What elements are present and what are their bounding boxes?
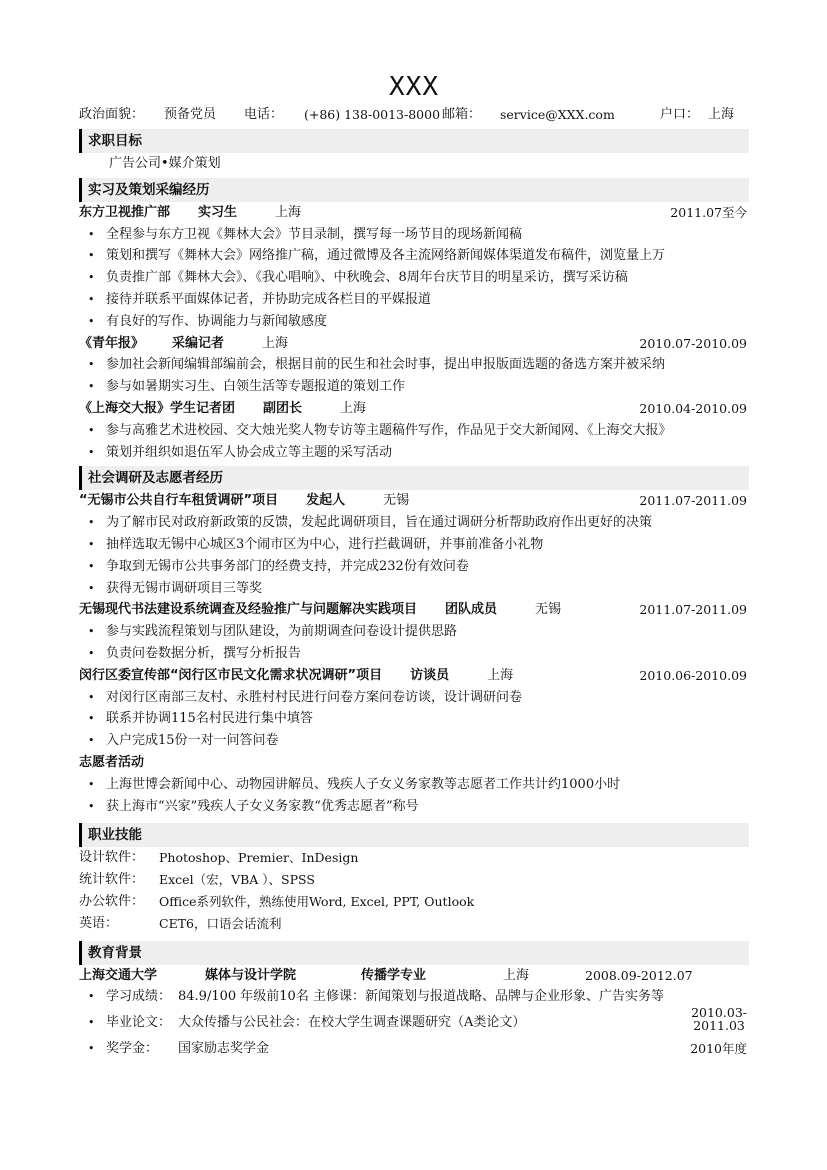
edu-item-label: 奖学金： [106, 1040, 159, 1056]
list-item [79, 621, 749, 643]
bullet-icon: • [88, 516, 95, 530]
politics-value: 预备党员 [164, 107, 217, 122]
bullet-text: 接待并联系平面媒体记者，并协助完成各栏目的平媒报道 [106, 291, 432, 307]
phone-value: (+86) 138-0013-8000 [304, 107, 441, 122]
bullet-icon: • [88, 358, 95, 372]
contact-line [79, 104, 749, 126]
bullet-icon: • [88, 734, 95, 748]
section-objective: 求职目标 [79, 129, 749, 153]
skills-list [79, 847, 749, 934]
entry-header [79, 490, 749, 512]
skill-row [79, 869, 749, 891]
entry-role: 实习生 [198, 204, 238, 220]
bullet-text: 获上海市“兴家”残疾人子女义务家教“优秀志愿者”称号 [106, 798, 419, 814]
entry-city: 上海 [275, 204, 302, 220]
list-item [79, 245, 749, 267]
resume-page [79, 70, 749, 1060]
bullet-icon: • [88, 292, 95, 306]
edu-item-label: 毕业论文： [106, 1015, 172, 1031]
bullet-text: 联系并协调115名村民进行集中填答 [106, 711, 313, 727]
skill-value: Office系列软件，熟练使用Word, Excel, PPT, Outlook [159, 893, 475, 909]
edu-item-value: 84.9/100 年级前10名 主修课：新闻策划与报道战略、品牌与企业形象、广告实务等 [178, 989, 664, 1005]
politics-label: 政治面貌： [79, 107, 145, 122]
education-header [79, 965, 749, 987]
list-item [79, 1038, 749, 1060]
entry-header [79, 202, 749, 224]
bullet-text: 入户完成15份一对一问答问卷 [106, 733, 279, 749]
entry-org: 东方卫视推广部 [79, 204, 171, 220]
edu-major: 传播学专业 [361, 967, 427, 983]
entry-org: “无锡市公共自行车租赁调研”项目 [79, 493, 279, 509]
list-item [79, 267, 749, 289]
edu-item-date: 2010年度 [690, 1040, 747, 1056]
objective-text: 广告公司•媒介策划 [109, 156, 221, 171]
bullet-icon: • [88, 581, 95, 595]
bullet-icon: • [88, 777, 95, 791]
bullet-text: 抽样选取无锡中心城区3个闹市区为中心，进行拦截调研，并事前准备小礼物 [106, 536, 544, 552]
section-social: 社会调研及志愿者经历 [79, 466, 749, 490]
entry-role: 采编记者 [172, 335, 225, 351]
entry-city: 上海 [487, 667, 514, 683]
skill-value: Excel（宏，VBA ）、SPSS [159, 872, 315, 888]
bullet-icon: • [88, 537, 95, 551]
edu-item-value: 国家励志奖学金 [178, 1040, 270, 1056]
bullet-text: 参与高雅艺术进校园、交大烛光奖人物专访等主题稿件写作，作品见于交大新闻网、《上海交大报》 [106, 422, 672, 438]
bullet-icon: • [88, 712, 95, 726]
skill-value: CET6，口语会话流利 [159, 915, 282, 931]
bullet-text: 上海世博会新闻中心、动物园讲解员、残疾人子女义务家教等志愿者工作共计约1000小时 [106, 776, 621, 792]
skill-value: Photoshop、Premier、InDesign [159, 850, 359, 866]
entry-header [79, 333, 749, 355]
education-items [79, 986, 749, 1059]
entry-city: 无锡 [535, 602, 562, 618]
entry-org: 志愿者活动 [79, 754, 145, 770]
skill-label: 统计软件： [79, 872, 145, 888]
edu-item-date-line2: 2011.03 [693, 1018, 745, 1034]
bullet-text: 策划并组织如退伍军人协会成立等主题的采写活动 [106, 444, 393, 460]
bullet-text: 全程参与东方卫视《舞林大会》节目录制，撰写每一场节目的现场新闻稿 [106, 226, 523, 242]
entry-city: 上海 [340, 400, 367, 416]
entry-header [79, 599, 749, 621]
list-item [79, 708, 749, 730]
bullet-icon: • [88, 1016, 95, 1030]
entry-date: 2011.07至今 [670, 204, 747, 220]
candidate-name: XXX [389, 72, 439, 102]
skill-row [79, 891, 749, 913]
edu-item-value: 大众传播与公民社会：在校大学生调查课题研究（A类论文） [178, 1015, 526, 1031]
bullet-icon: • [88, 227, 95, 241]
list-item [79, 796, 749, 818]
bullet-icon: • [88, 646, 95, 660]
hukou-label: 户口： [660, 107, 700, 122]
edu-date: 2008.09-2012.07 [585, 967, 693, 983]
entry-org: 《青年报》 [79, 335, 145, 351]
entry-header [79, 398, 749, 420]
bullet-icon: • [88, 625, 95, 639]
hukou-value: 上海 [708, 107, 735, 122]
entry-org: 无锡现代书法建设系统调查及经验推广与问题解决实践项目 [79, 602, 418, 618]
entry-role: 发起人 [306, 493, 346, 509]
entry-date: 2010.04-2010.09 [639, 400, 747, 416]
bullet-text: 参加社会新闻编辑部编前会，根据目前的民生和社会时事，提出申报版面选题的备选方案并被采纳 [106, 357, 666, 373]
bullet-text: 参与实践流程策划与团队建设，为前期调查问卷设计提供思路 [106, 624, 458, 640]
list-item [79, 311, 749, 333]
entry-header [79, 752, 749, 774]
bullet-text: 负责推广部《舞林大会》、《我心唱响》、中秋晚会、8周年台庆节目的明星采访，撰写采访稿 [106, 270, 628, 286]
skill-row [79, 913, 749, 935]
social-list [79, 490, 749, 817]
bullet-icon: • [88, 559, 95, 573]
bullet-text: 争取到无锡市公共事务部门的经费支持，并完成232份有效问卷 [106, 558, 469, 574]
entry-city: 上海 [262, 335, 289, 351]
list-item [79, 1005, 749, 1034]
entry-header [79, 665, 749, 687]
internship-list [79, 202, 749, 464]
list-item [79, 420, 749, 442]
list-item [79, 354, 749, 376]
bullet-text: 获得无锡市调研项目三等奖 [106, 580, 263, 596]
list-item [79, 534, 749, 556]
skill-label: 办公软件： [79, 893, 145, 909]
bullet-text: 对闵行区南部三友村、永胜村村民进行问卷方案问卷访谈，设计调研问卷 [106, 689, 523, 705]
bullet-icon: • [88, 249, 95, 263]
bullet-icon: • [88, 1041, 95, 1055]
entry-org: 闵行区委宣传部“闵行区市民文化需求状况调研”项目 [79, 667, 383, 683]
list-item [79, 687, 749, 709]
bullet-text: 负责问卷数据分析，撰写分析报告 [106, 645, 302, 661]
list-item [79, 376, 749, 398]
edu-school: 上海交通大学 [79, 967, 158, 983]
email-label: 邮箱： [442, 107, 482, 122]
entry-date: 2011.07-2011.09 [639, 602, 747, 618]
edu-college: 媒体与设计学院 [205, 967, 297, 983]
list-item [79, 578, 749, 600]
bullet-text: 策划和撰写《舞林大会》网络推广稿，通过微博及各主流网络新闻媒体渠道发布稿件，浏览量上万 [106, 248, 666, 264]
list-item [79, 774, 749, 796]
list-item [79, 289, 749, 311]
entry-role: 访谈员 [410, 667, 450, 683]
bullet-icon: • [88, 445, 95, 459]
skill-row [79, 847, 749, 869]
edu-item-date-line1: 2010.03- [691, 1005, 747, 1021]
email-value[interactable]: service@XXX.com [500, 107, 615, 122]
bullet-icon: • [88, 314, 95, 328]
entry-role: 副团长 [263, 400, 303, 416]
entry-date: 2010.06-2010.09 [639, 667, 747, 683]
bullet-icon: • [88, 380, 95, 394]
entry-date: 2011.07-2011.09 [639, 493, 747, 509]
list-item [79, 643, 749, 665]
bullet-icon: • [88, 271, 95, 285]
list-item [79, 512, 749, 534]
entry-org: 《上海交大报》学生记者团 [79, 400, 236, 416]
bullet-icon: • [88, 690, 95, 704]
list-item [79, 730, 749, 752]
section-skills: 职业技能 [79, 823, 749, 847]
list-item [79, 224, 749, 246]
skill-label: 设计软件： [79, 850, 145, 866]
edu-city: 上海 [503, 967, 530, 983]
list-item [79, 442, 749, 464]
bullet-icon: • [88, 799, 95, 813]
bullet-icon: • [88, 423, 95, 437]
edu-item-date [691, 1006, 747, 1032]
entry-role: 团队成员 [445, 602, 498, 618]
list-item [79, 556, 749, 578]
section-internship: 实习及策划采编经历 [79, 178, 749, 202]
entry-date: 2010.07-2010.09 [639, 335, 747, 351]
list-item [79, 986, 749, 1008]
bullet-text: 为了解市民对政府新政策的反馈，发起此调研项目，旨在通过调研分析帮助政府作出更好的决策 [106, 515, 653, 531]
phone-label: 电话： [244, 107, 284, 122]
entry-city: 无锡 [383, 493, 410, 509]
skill-label: 英语： [79, 915, 119, 931]
bullet-text: 参与如暑期实习生、白领生活等专题报道的策划工作 [106, 379, 406, 395]
edu-item-label: 学习成绩： [106, 989, 172, 1005]
bullet-text: 有良好的写作、协调能力与新闻敏感度 [106, 313, 328, 329]
section-education: 教育背景 [79, 941, 749, 965]
bullet-icon: • [88, 990, 95, 1004]
